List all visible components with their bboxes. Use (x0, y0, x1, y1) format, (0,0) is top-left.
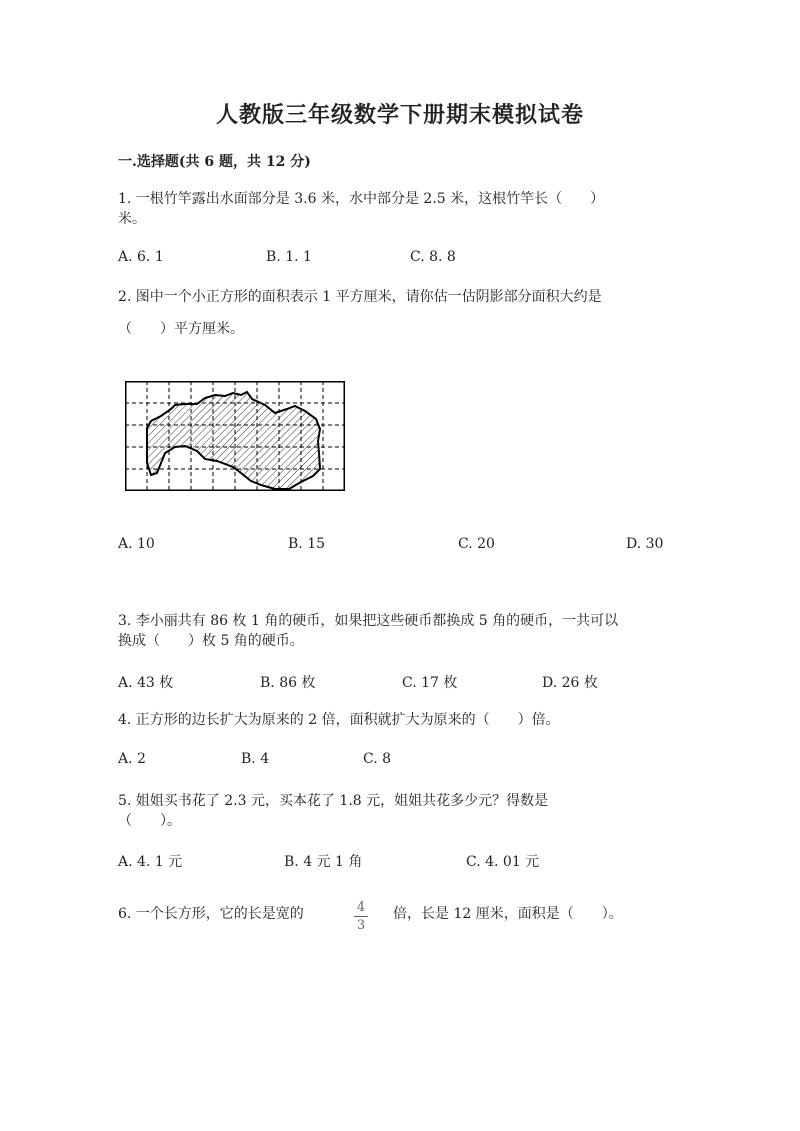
question-2-options (118, 536, 718, 556)
fraction-bar (354, 916, 368, 917)
fraction-denominator: 3 (356, 918, 366, 933)
option-b[interactable]: B. 1. 1 (266, 249, 312, 265)
question-5-line-1: 5. 姐姐买书花了 2.3 元，买本花了 1.8 元，姐姐共花多少元？得数是 (118, 793, 549, 809)
option-b[interactable]: B. 15 (288, 536, 326, 552)
question-6-part-1: 6. 一个长方形，它的长是宽的 (118, 906, 304, 922)
question-5-options (118, 851, 718, 871)
question-6-part-2: 倍，长是 12 厘米，面积是（ ）。 (393, 906, 623, 922)
option-c[interactable]: C. 20 (458, 536, 495, 552)
question-5 (118, 791, 678, 831)
section-heading: 一.选择题(共 6 题，共 12 分) (118, 154, 311, 170)
question-2 (118, 287, 678, 339)
option-c[interactable]: C. 17 枚 (402, 675, 458, 691)
option-c[interactable]: C. 8 (363, 751, 392, 767)
option-b[interactable]: B. 4 (241, 751, 270, 767)
option-a[interactable]: A. 43 枚 (118, 675, 174, 691)
question-3-line-1: 3. 李小丽共有 86 枚 1 角的硬币，如果把这些硬币都换成 5 角的硬币，一共可以 (118, 613, 619, 629)
question-1-line-1: 1. 一根竹竿露出水面部分是 3.6 米，水中部分是 2.5 米，这根竹竿长（ ） (118, 191, 605, 207)
question-1 (118, 189, 678, 229)
question-1-line-2: 米。 (118, 211, 146, 227)
option-a[interactable]: A. 2 (118, 751, 146, 767)
question-5-line-2: （ ）。 (118, 813, 181, 829)
option-d[interactable]: D. 30 (626, 536, 664, 552)
option-b[interactable]: B. 86 枚 (260, 675, 316, 691)
option-c[interactable]: C. 8. 8 (410, 249, 456, 265)
option-a[interactable]: A. 6. 1 (118, 249, 164, 265)
question-4 (118, 710, 678, 730)
question-1-options (118, 249, 718, 269)
option-b[interactable]: B. 4 元 1 角 (284, 854, 363, 870)
option-d[interactable]: D. 26 枚 (542, 675, 598, 691)
option-c[interactable]: C. 4. 01 元 (466, 854, 540, 870)
question-4-line-1: 4. 正方形的边长扩大为原来的 2 倍，面积就扩大为原来的（ ）倍。 (118, 712, 560, 728)
question-2-line-2: （ ）平方厘米。 (118, 321, 244, 337)
question-2-line-1: 2. 图中一个小正方形的面积表示 1 平方厘米，请你估一估阴影部分面积大约是 (118, 289, 602, 305)
question-3 (118, 611, 678, 651)
question-3-line-2: 换成（ ）枚 5 角的硬币。 (118, 633, 304, 649)
option-a[interactable]: A. 4. 1 元 (118, 854, 183, 870)
area-grid-figure (125, 381, 347, 493)
question-3-options (118, 672, 718, 692)
fraction-four-thirds (354, 900, 368, 933)
fraction-numerator: 4 (356, 900, 366, 915)
option-a[interactable]: A. 10 (118, 536, 155, 552)
question-4-options (118, 751, 718, 771)
page-title: 人教版三年级数学下册期末模拟试卷 (215, 102, 584, 128)
